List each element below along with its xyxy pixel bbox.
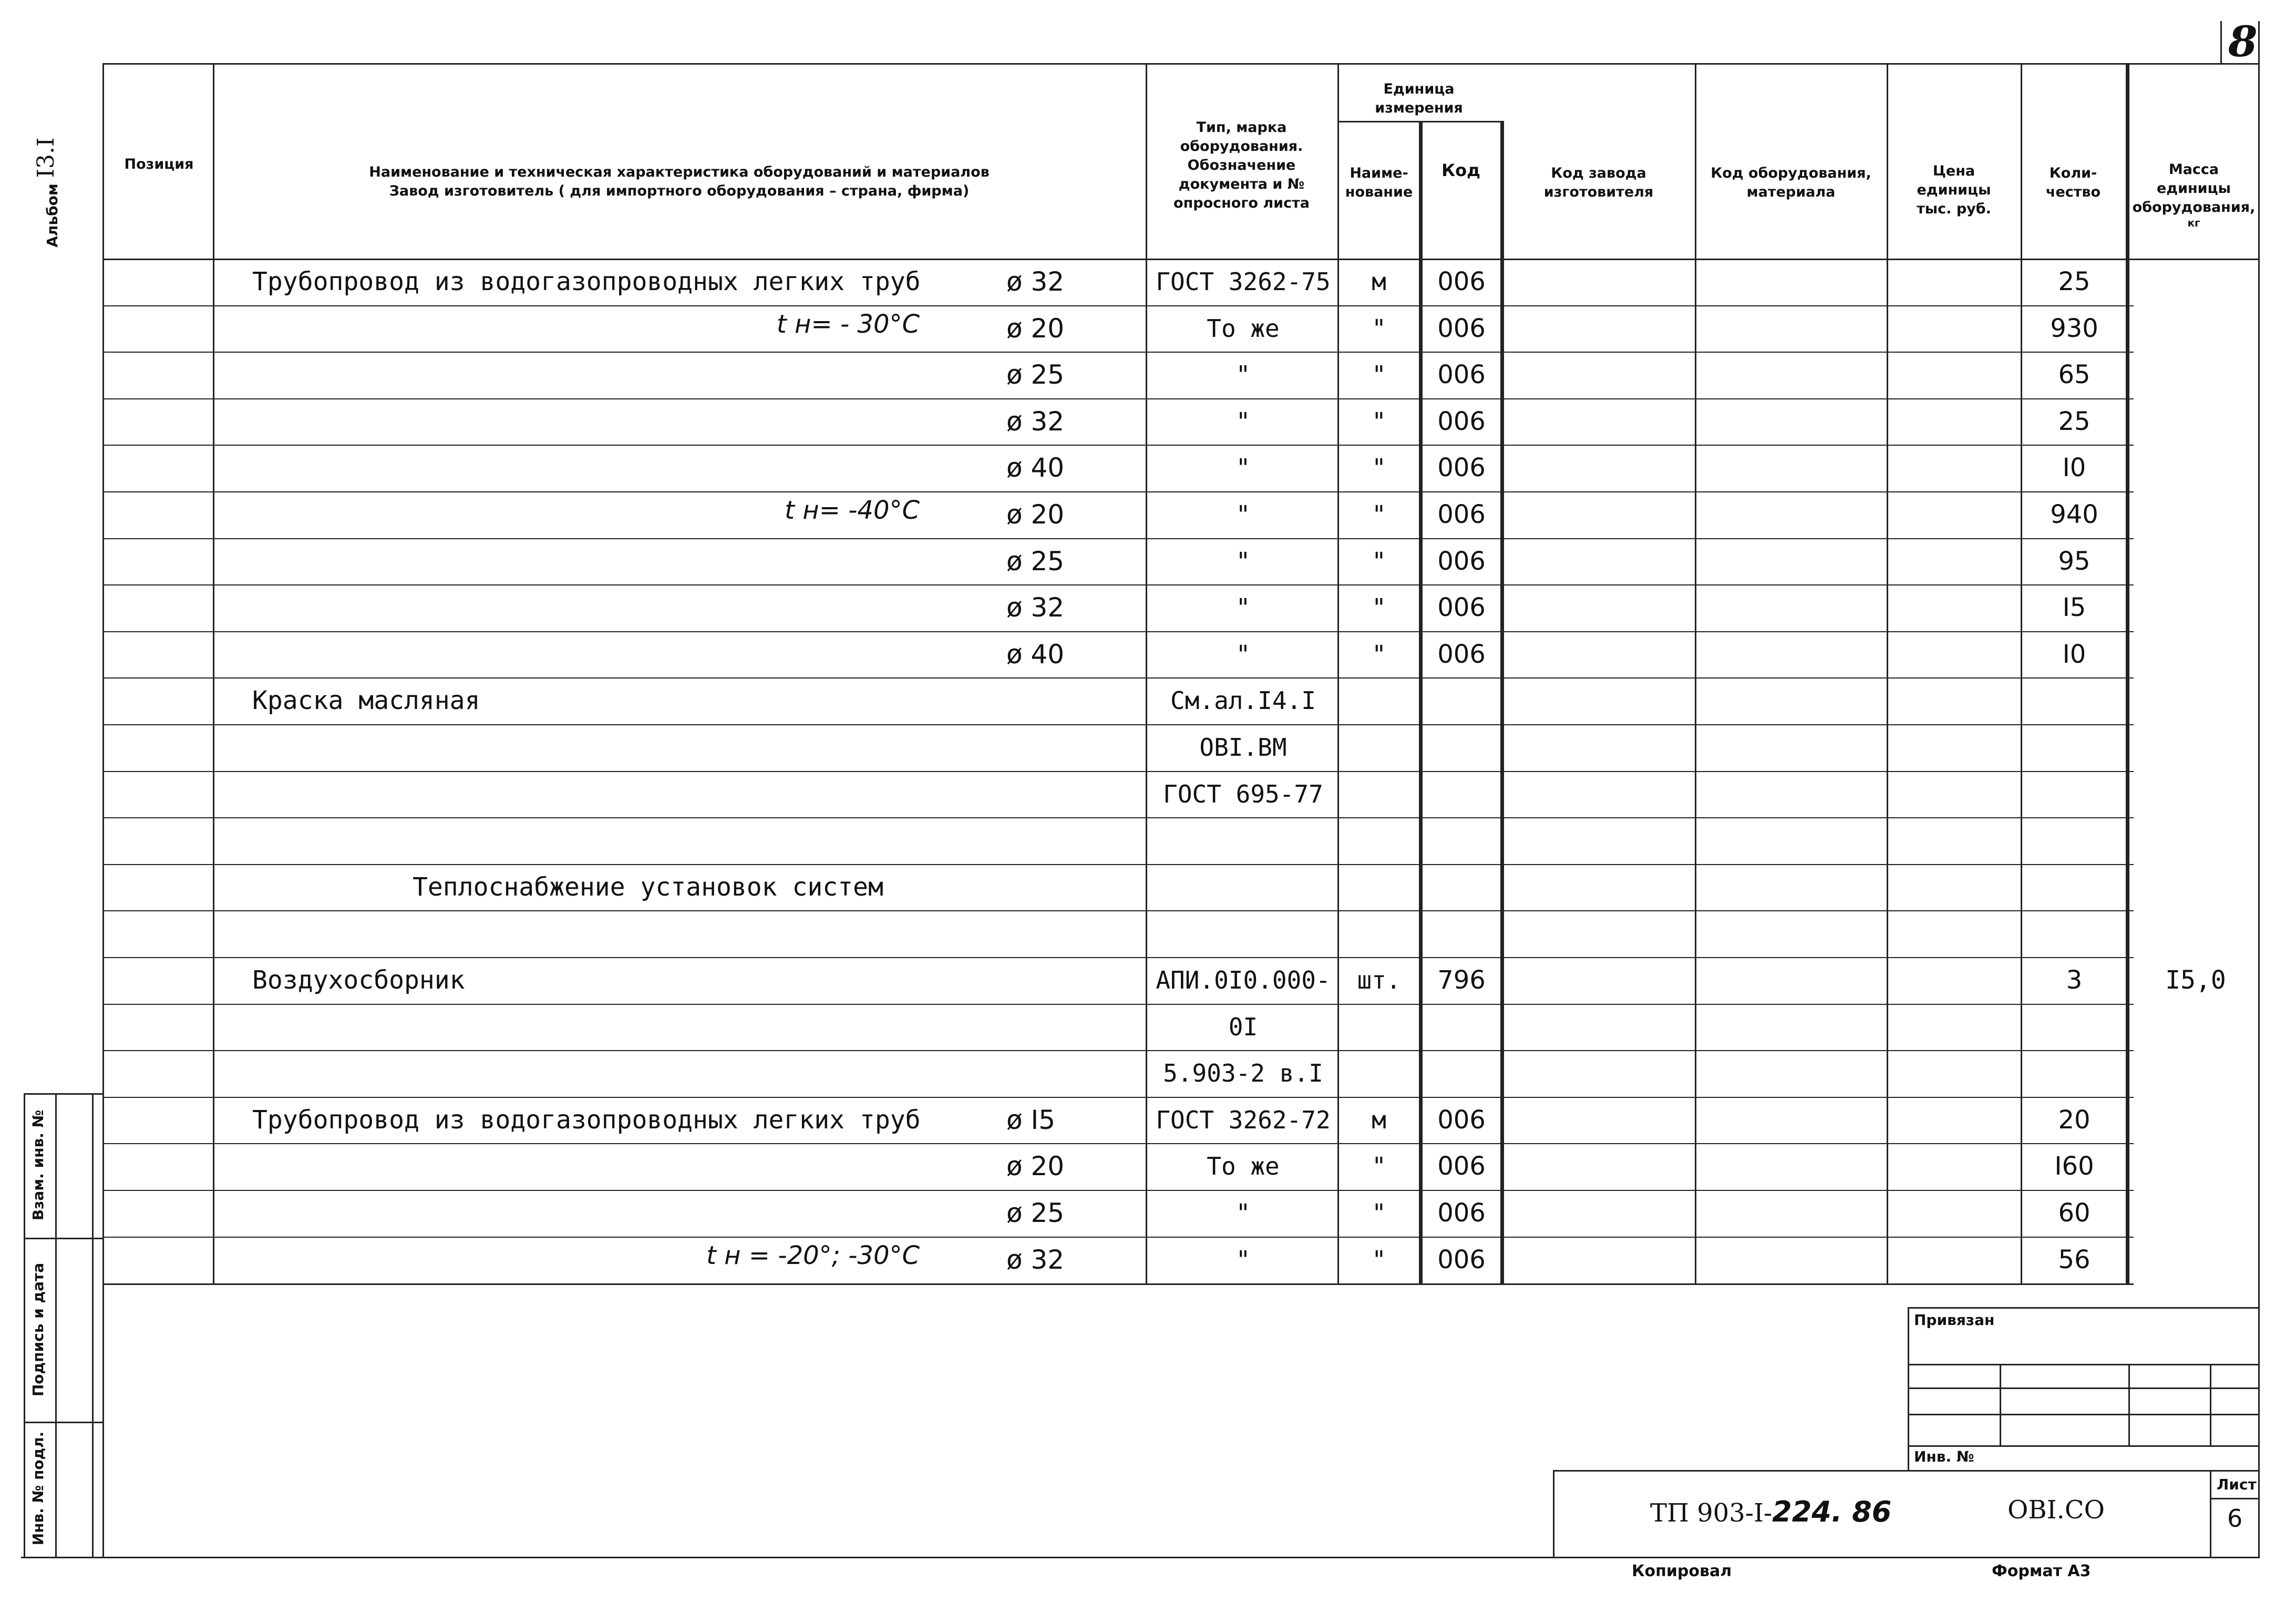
table-row (0, 259, 2260, 305)
row-quantity: 95 (2058, 547, 2091, 576)
header-position: Позиция (124, 156, 194, 172)
row-document: ГОСТ 3262-72 (1156, 1106, 1331, 1134)
header-unit-code: Код (1442, 160, 1480, 180)
header-unit-name: Наиме- нование (1345, 165, 1413, 200)
stamp-sheet-label: Лист (2217, 1476, 2257, 1493)
row-unit: м (1372, 268, 1386, 296)
header-quantity: Коли- чество (2045, 165, 2101, 200)
stamp-sheet-no: 6 (2227, 1504, 2243, 1533)
row-section-title: Теплоснабжение установок систем (413, 872, 883, 902)
row-diameter: ø 40 (1006, 453, 1065, 483)
row-diameter: ø 32 (1006, 1245, 1065, 1275)
row-unit-code: 006 (1437, 1198, 1486, 1228)
stamp-privyazan: Привязан (1914, 1311, 1995, 1329)
table-row (0, 1050, 2260, 1097)
row-document: " (1235, 407, 1251, 436)
row-document: " (1235, 500, 1251, 529)
row-unit: " (1372, 314, 1386, 343)
row-unit: шт. (1357, 966, 1401, 994)
row-unit: м (1372, 1106, 1386, 1134)
corner-sheet-number: 8 (2228, 17, 2258, 66)
header-mass: Масса единицы оборудования, кг (2132, 161, 2256, 229)
album-number: I3.I (33, 137, 59, 178)
row-unit: " (1372, 500, 1386, 529)
row-quantity: I0 (2062, 453, 2086, 482)
table-row (0, 771, 2260, 818)
row-quantity: I5 (2062, 593, 2086, 622)
row-quantity: 940 (2050, 500, 2098, 529)
table-row (0, 910, 2260, 957)
row-unit-code: 006 (1437, 547, 1486, 576)
row-unit-code: 006 (1437, 593, 1486, 622)
row-unit: " (1372, 640, 1386, 669)
row-quantity: 65 (2058, 360, 2091, 389)
stamp-copied: Копировал (1632, 1562, 1732, 1580)
row-quantity: I60 (2054, 1152, 2094, 1181)
table-row (0, 724, 2260, 771)
stamp-doc-code-prefix: ТП 903-I- (1650, 1498, 1773, 1528)
row-diameter: ø I5 (1006, 1105, 1056, 1135)
table-row (0, 584, 2260, 631)
stamp-format: Формат А3 (1992, 1562, 2091, 1580)
row-unit-code: 796 (1437, 965, 1486, 995)
row-document: АПИ.0I0.000- (1156, 966, 1331, 994)
row-quantity: 56 (2058, 1245, 2091, 1274)
row-diameter: ø 32 (1006, 266, 1065, 297)
row-document: См.ал.I4.I (1170, 686, 1316, 715)
row-diameter: ø 20 (1006, 313, 1065, 344)
table-row (0, 957, 2260, 1004)
row-quantity: 3 (2066, 965, 2083, 995)
stamp-doc-code-hand: 224. 86 (1772, 1495, 1892, 1528)
header-factory-code: Код завода изготовителя (1543, 165, 1654, 200)
row-name: Трубопровод из водогазопроводных легких труб (252, 267, 921, 296)
row-document: OBI.BM (1199, 733, 1287, 762)
row-document: " (1235, 454, 1251, 482)
table-row (0, 538, 2260, 585)
row-unit-code: 006 (1437, 267, 1486, 296)
row-document: 5.903-2 в.I (1163, 1059, 1323, 1087)
row-unit: " (1372, 1199, 1386, 1227)
row-document: То же (1207, 314, 1280, 343)
row-document: " (1235, 1246, 1251, 1274)
side-stamp-vzam: Взам. инв. № (29, 1109, 47, 1221)
row-diameter: ø 32 (1006, 592, 1065, 623)
table-row (0, 1143, 2260, 1190)
row-diameter: ø 25 (1006, 359, 1065, 390)
table-row (0, 1237, 2260, 1283)
table-row (0, 677, 2260, 724)
row-unit-code: 006 (1437, 1245, 1486, 1274)
row-unit: " (1372, 1152, 1386, 1180)
row-name: Воздухосборник (252, 965, 465, 995)
row-document: " (1235, 361, 1251, 389)
table-row (0, 817, 2260, 864)
table-row (0, 445, 2260, 491)
row-diameter: ø 20 (1006, 1151, 1065, 1181)
row-unit: " (1372, 454, 1386, 482)
table-row (0, 491, 2260, 538)
row-unit-code: 006 (1437, 453, 1486, 482)
row-document: 0I (1228, 1013, 1258, 1041)
table-row (0, 352, 2260, 398)
row-unit: " (1372, 593, 1386, 622)
row-document: То же (1207, 1152, 1280, 1180)
row-quantity: 25 (2058, 407, 2091, 436)
row-quantity: 25 (2058, 267, 2091, 296)
row-temperature: t н= -40°С (785, 496, 920, 525)
row-unit-code: 006 (1437, 360, 1486, 389)
row-name: Краска масляная (252, 686, 480, 715)
row-diameter: ø 25 (1006, 546, 1065, 577)
row-unit-code: 006 (1437, 1152, 1486, 1181)
row-mass: I5,0 (2165, 965, 2226, 995)
row-quantity: 60 (2058, 1198, 2091, 1228)
row-document: " (1235, 640, 1251, 669)
stamp-doc-mark: OBI.CO (2007, 1495, 2105, 1525)
row-document: ГОСТ 3262-75 (1156, 268, 1331, 296)
row-diameter: ø 20 (1006, 499, 1065, 530)
header-price: Цена единицы тыс. руб. (1917, 163, 1991, 217)
row-quantity: I0 (2062, 640, 2086, 669)
album-label: Альбом (44, 183, 61, 248)
header-name-line1: Наименование и техническая характеристика оборудований и материалов (369, 164, 990, 180)
header-name-line2: Завод изготовитель ( для импортного оборудования – страна, фирма) (389, 183, 970, 199)
stamp-inv-no: Инв. № (1914, 1448, 1974, 1465)
row-temperature: t н= - 30°С (776, 310, 920, 339)
row-unit: " (1372, 547, 1386, 575)
header-unit-group: Единица измерения (1375, 81, 1463, 116)
side-stamp-inv-podl: Инв. № подл. (29, 1431, 47, 1546)
row-diameter: ø 25 (1006, 1198, 1065, 1228)
row-name: Трубопровод из водогазопроводных легких труб (252, 1105, 921, 1135)
stamp-doc-code (1650, 1495, 1891, 1528)
row-unit-code: 006 (1437, 407, 1486, 436)
side-stamp-podpis: Подпись и дата (29, 1262, 47, 1397)
row-diameter: ø 40 (1006, 639, 1065, 670)
row-document: " (1235, 547, 1251, 575)
row-quantity: 930 (2050, 314, 2098, 343)
row-unit-code: 006 (1437, 500, 1486, 529)
table-row (0, 1004, 2260, 1051)
row-unit: " (1372, 407, 1386, 436)
row-unit-code: 006 (1437, 314, 1486, 343)
header-equipment-code: Код оборудования, материала (1711, 165, 1871, 200)
row-document: ГОСТ 695-77 (1163, 780, 1323, 808)
row-unit: " (1372, 361, 1386, 389)
table-row (0, 1190, 2260, 1237)
row-document: " (1235, 593, 1251, 622)
row-unit: " (1372, 1246, 1386, 1274)
header-type: Тип, марка оборудования. Обозначение документа и № опросного листа (1173, 119, 1310, 211)
row-quantity: 20 (2058, 1105, 2091, 1135)
table-row (0, 1097, 2260, 1144)
table-row (0, 305, 2260, 352)
row-unit-code: 006 (1437, 1105, 1486, 1135)
row-temperature: t н = -20°; -30°С (706, 1241, 920, 1270)
table-row (0, 631, 2260, 678)
table-row (0, 864, 2260, 911)
table-row (0, 398, 2260, 445)
row-document: " (1235, 1199, 1251, 1227)
row-diameter: ø 32 (1006, 406, 1065, 437)
row-unit-code: 006 (1437, 640, 1486, 669)
